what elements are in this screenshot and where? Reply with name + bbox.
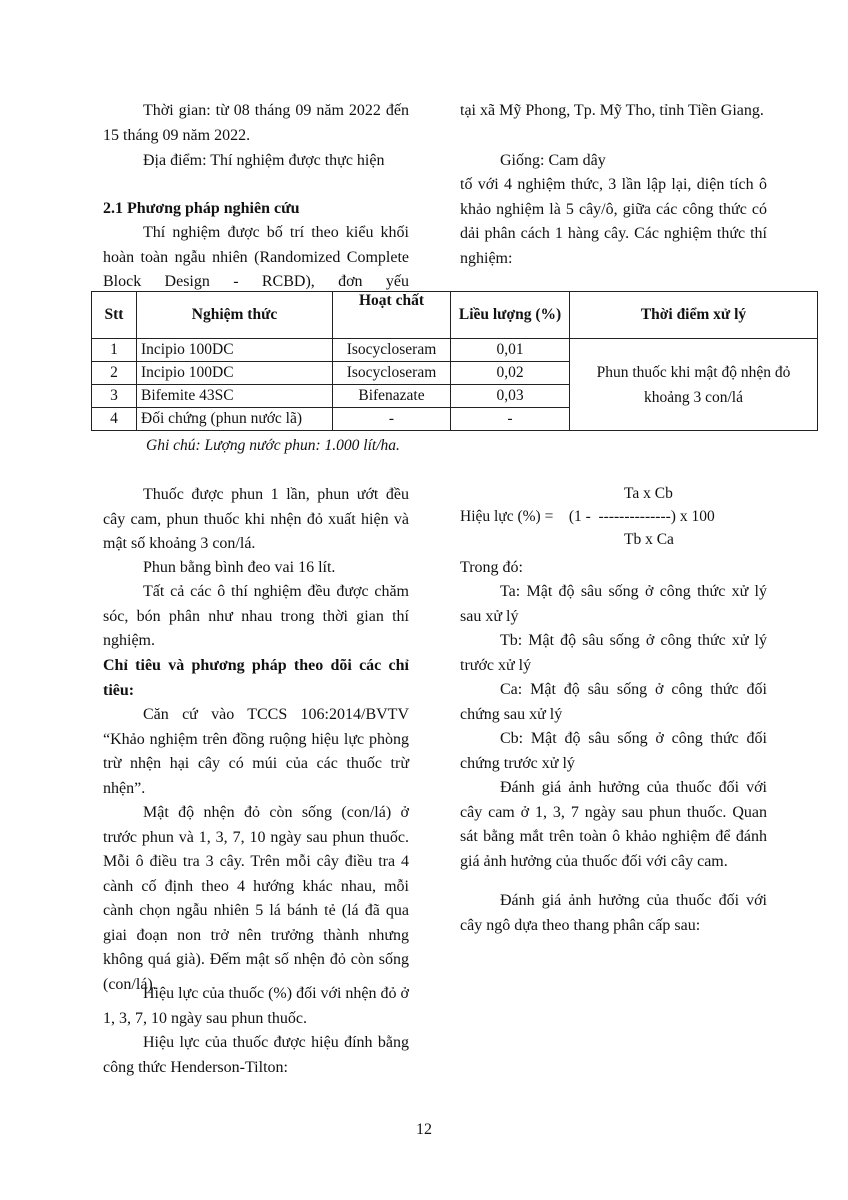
cell-dosage: 0,01: [451, 339, 570, 362]
cell-timing: Phun thuốc khi mật độ nhện đỏ khoảng 3 con/lá: [570, 339, 818, 431]
header-treatment: Nghiệm thức: [137, 292, 333, 339]
cell-dosage: -: [451, 408, 570, 431]
cell-stt: 3: [92, 385, 137, 408]
sprayer-paragraph: Phun bằng bình đeo vai 16 lít.: [143, 559, 336, 576]
cell-active-ingredient: -: [333, 408, 451, 431]
efficacy-paragraph: Hiệu lực của thuốc (%) đối với nhện đỏ ở 1, 3, 7, 10 ngày sau phun thuốc.: [103, 985, 409, 1027]
header-active-ingredient: Hoạt chất: [333, 292, 451, 339]
formula-numerator: Ta x Cb: [624, 485, 673, 502]
definition-cb: Cb: Mật độ sâu sống ở công thức đối chứng trước xử lý: [460, 730, 767, 772]
section-heading-methods: 2.1 Phương pháp nghiên cứu: [103, 200, 300, 217]
cell-treatment: Đối chứng (phun nước lã): [137, 408, 333, 431]
cell-treatment: Bifemite 43SC: [137, 385, 333, 408]
cell-treatment: Incipio 100DC: [137, 362, 333, 385]
spray-paragraph: Thuốc được phun 1 lần, phun ướt đều cây cam, phun thuốc khi nhện đỏ xuất hiện và mật số khoảng 3 con/lá.: [103, 486, 409, 552]
cell-stt: 4: [92, 408, 137, 431]
cell-treatment: Incipio 100DC: [137, 339, 333, 362]
location-continued: tại xã Mỹ Phong, Tp. Mỹ Tho, tỉnh Tiền Giang.: [460, 102, 764, 119]
header-stt: Stt: [92, 292, 137, 339]
variety-paragraph: Giống: Cam dây: [500, 152, 606, 169]
definition-ta: Ta: Mật độ sâu sống ở công thức xử lý sau xử lý: [460, 583, 767, 625]
effect-paragraph: Đánh giá ảnh hưởng của thuốc đối với cây cam ở 1, 3, 7 ngày sau phun thuốc. Quan sát bằng mắt trên toàn ô khảo nghiệm để đánh giá ảnh hưởng của thuốc đối với cây cam.: [460, 779, 767, 870]
standard-paragraph: Căn cứ vào TCCS 106:2014/BVTV “Khảo nghiệm trên đồng ruộng hiệu lực phòng trừ nhện hại cây có múi của các thuốc trừ nhện”.: [103, 706, 409, 797]
table-row: [92, 339, 818, 362]
treatments-paragraph: tố với 4 nghiệm thức, 3 lần lập lại, diện tích ô khảo nghiệm là 5 cây/ô, giữa các công thức có dải phân cách 1 hàng cây. Các nghiệm thức thí nghiệm:: [460, 176, 767, 267]
time-paragraph: Thời gian: từ 08 tháng 09 năm 2022 đến 15 tháng 09 năm 2022.: [103, 102, 409, 144]
definition-ca: Ca: Mật độ sâu sống ở công thức đối chứng sau xử lý: [460, 681, 767, 723]
cell-dosage: 0,02: [451, 362, 570, 385]
section-heading-indicators: Chỉ tiêu và phương pháp theo dõi các chỉ tiêu:: [103, 657, 409, 699]
cell-stt: 2: [92, 362, 137, 385]
cell-active-ingredient: Bifenazate: [333, 385, 451, 408]
definition-tb: Tb: Mật độ sâu sống ở công thức xử lý trước xử lý: [460, 632, 767, 674]
henderson-paragraph: Hiệu lực của thuốc được hiệu đính bằng công thức Henderson-Tilton:: [103, 1034, 409, 1076]
header-timing: Thời điểm xử lý: [570, 292, 818, 339]
cell-stt: 1: [92, 339, 137, 362]
scale-paragraph: Đánh giá ảnh hưởng của thuốc đối với cây ngô dựa theo thang phân cấp sau:: [460, 892, 767, 934]
table-note: Ghi chú: Lượng nước phun: 1.000 lít/ha.: [146, 437, 400, 454]
design-paragraph: Thí nghiệm được bố trí theo kiểu khối hoàn toàn ngẫu nhiên (Randomized Complete Block Design - RCBD), đơn yếu: [103, 224, 409, 290]
where-label: Trong đó:: [460, 559, 523, 576]
density-paragraph: Mật độ nhện đỏ còn sống (con/lá) ở trước phun và 1, 3, 7, 10 ngày sau phun thuốc. Mỗi ô điều tra 3 cây. Trên mỗi cây điều tra 4 cành cố định theo 4 hướng khác nhau, mỗi cành chọn ngẫu nhiên 5 lá bánh tẻ (lá đã qua giai đoạn non trở nên trưởng thành nhưng không quá già). Đếm mật số nhện đỏ còn sống (con/lá).: [103, 804, 409, 993]
location-paragraph: Địa điểm: Thí nghiệm được thực hiện: [143, 152, 385, 169]
formula-denominator: Tb x Ca: [624, 531, 674, 548]
header-dosage: Liều lượng (%): [451, 292, 570, 339]
cell-active-ingredient: Isocycloseram: [333, 362, 451, 385]
formula-main: Hiệu lực (%) = (1 - --------------) x 100: [460, 508, 715, 525]
cell-dosage: 0,03: [451, 385, 570, 408]
treatment-table: [91, 291, 818, 431]
table-header-row: [92, 292, 818, 339]
care-paragraph: Tất cả các ô thí nghiệm đều được chăm sóc, bón phân như nhau trong thời gian thí nghiệm.: [103, 583, 409, 649]
page-number: 12: [416, 1121, 432, 1138]
cell-active-ingredient: Isocycloseram: [333, 339, 451, 362]
